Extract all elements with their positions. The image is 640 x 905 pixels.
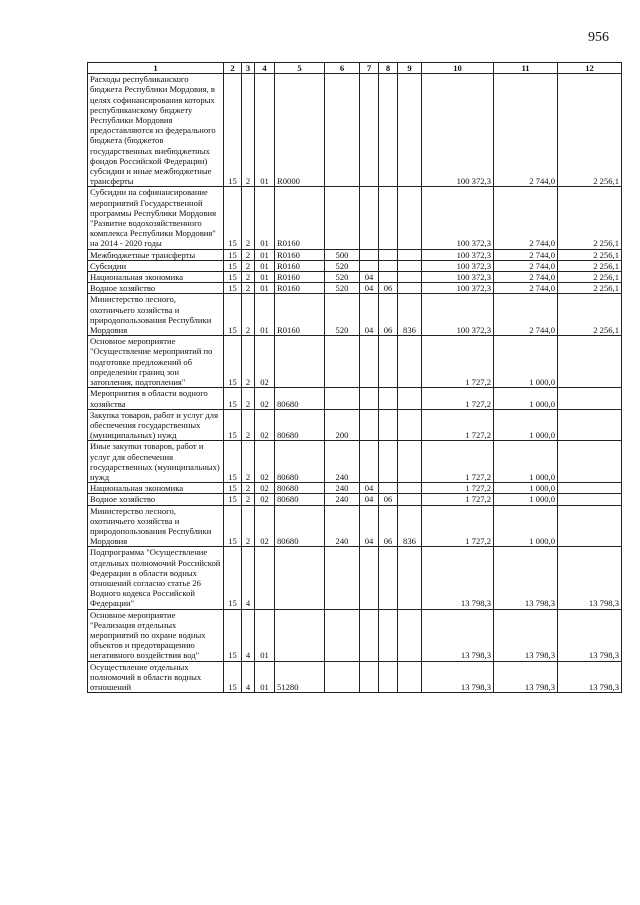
amount-year-3 xyxy=(558,494,622,505)
table-row xyxy=(88,283,622,294)
target-article-code: 80680 xyxy=(275,505,325,547)
expense-type-code xyxy=(325,336,360,388)
row-name: Основное мероприятие "Осуществление мероприятий по подготовке предложений об определении границ зон затопления, подтопления" xyxy=(88,336,224,388)
row-name: Закупка товаров, работ и услуг для обеспечения государственных (муниципальных) нужд xyxy=(88,409,224,441)
chapter-code: 15 xyxy=(224,441,242,483)
amount-year-3: 2 256,1 xyxy=(558,272,622,283)
subdivision-code xyxy=(379,388,398,409)
division-code xyxy=(360,74,379,187)
ministry-code xyxy=(398,483,422,494)
table-row xyxy=(88,74,622,187)
table-row xyxy=(88,272,622,283)
ministry-code xyxy=(398,661,422,693)
row-name: Водное хозяйство xyxy=(88,283,224,294)
amount-year-2: 2 744,0 xyxy=(494,283,558,294)
target-article-code: 80680 xyxy=(275,494,325,505)
expense-type-code: 240 xyxy=(325,505,360,547)
expense-type-code: 240 xyxy=(325,441,360,483)
section-code: 2 xyxy=(242,409,255,441)
table-row xyxy=(88,249,622,260)
ministry-code xyxy=(398,494,422,505)
chapter-code: 15 xyxy=(224,505,242,547)
subdivision-code: 06 xyxy=(379,294,398,336)
chapter-code: 15 xyxy=(224,74,242,187)
table-row xyxy=(88,294,622,336)
column-header-8: 8 xyxy=(379,63,398,74)
ministry-code xyxy=(398,609,422,661)
subsection-code: 01 xyxy=(255,294,275,336)
target-article-code: R0160 xyxy=(275,283,325,294)
table-row xyxy=(88,505,622,547)
expense-type-code xyxy=(325,547,360,609)
row-name: Мероприятия в области водного хозяйства xyxy=(88,388,224,409)
amount-year-3: 2 256,1 xyxy=(558,294,622,336)
table-body xyxy=(88,74,622,693)
amount-year-2: 13 798,3 xyxy=(494,661,558,693)
ministry-code xyxy=(398,547,422,609)
subsection-code: 01 xyxy=(255,249,275,260)
page-number: 956 xyxy=(588,30,609,45)
row-name: Министерство лесного, охотничьего хозяйства и природопользования Республики Мордовия xyxy=(88,294,224,336)
subsection-code: 02 xyxy=(255,388,275,409)
table-row xyxy=(88,388,622,409)
amount-year-3: 2 256,1 xyxy=(558,249,622,260)
amount-year-1: 100 372,3 xyxy=(422,272,494,283)
subdivision-code xyxy=(379,272,398,283)
table-row xyxy=(88,661,622,693)
amount-year-2: 2 744,0 xyxy=(494,187,558,249)
section-code: 2 xyxy=(242,494,255,505)
table-row xyxy=(88,336,622,388)
column-header-3: 3 xyxy=(242,63,255,74)
chapter-code: 15 xyxy=(224,336,242,388)
subsection-code: 01 xyxy=(255,272,275,283)
section-code: 2 xyxy=(242,388,255,409)
amount-year-3: 2 256,1 xyxy=(558,74,622,187)
expense-type-code: 520 xyxy=(325,260,360,271)
amount-year-1: 1 727,2 xyxy=(422,494,494,505)
target-article-code xyxy=(275,547,325,609)
expense-type-code xyxy=(325,74,360,187)
column-header-1: 1 xyxy=(88,63,224,74)
division-code xyxy=(360,336,379,388)
chapter-code: 15 xyxy=(224,547,242,609)
amount-year-3 xyxy=(558,505,622,547)
table-row xyxy=(88,441,622,483)
ministry-code: 836 xyxy=(398,294,422,336)
row-name: Национальная экономика xyxy=(88,483,224,494)
division-code xyxy=(360,409,379,441)
section-code: 2 xyxy=(242,283,255,294)
subdivision-code xyxy=(379,249,398,260)
subsection-code: 02 xyxy=(255,336,275,388)
column-header-5: 5 xyxy=(275,63,325,74)
amount-year-3 xyxy=(558,409,622,441)
subdivision-code xyxy=(379,187,398,249)
chapter-code: 15 xyxy=(224,283,242,294)
target-article-code: R0160 xyxy=(275,294,325,336)
amount-year-1: 1 727,2 xyxy=(422,336,494,388)
section-code: 4 xyxy=(242,661,255,693)
section-code: 4 xyxy=(242,609,255,661)
row-name: Межбюджетные трансферты xyxy=(88,249,224,260)
amount-year-1: 13 798,3 xyxy=(422,547,494,609)
ministry-code xyxy=(398,283,422,294)
expense-type-code xyxy=(325,609,360,661)
amount-year-2: 1 000,0 xyxy=(494,388,558,409)
ministry-code xyxy=(398,74,422,187)
amount-year-2: 1 000,0 xyxy=(494,494,558,505)
amount-year-3 xyxy=(558,388,622,409)
table-row xyxy=(88,547,622,609)
chapter-code: 15 xyxy=(224,260,242,271)
expense-type-code xyxy=(325,388,360,409)
amount-year-3: 2 256,1 xyxy=(558,260,622,271)
amount-year-1: 1 727,2 xyxy=(422,483,494,494)
amount-year-1: 100 372,3 xyxy=(422,187,494,249)
chapter-code: 15 xyxy=(224,409,242,441)
ministry-code xyxy=(398,260,422,271)
section-code: 4 xyxy=(242,547,255,609)
amount-year-2: 13 798,3 xyxy=(494,547,558,609)
expense-type-code: 240 xyxy=(325,494,360,505)
amount-year-3: 13 798,3 xyxy=(558,609,622,661)
amount-year-2: 1 000,0 xyxy=(494,441,558,483)
subsection-code: 01 xyxy=(255,661,275,693)
subsection-code: 01 xyxy=(255,260,275,271)
subdivision-code: 06 xyxy=(379,494,398,505)
division-code xyxy=(360,187,379,249)
section-code: 2 xyxy=(242,187,255,249)
subsection-code: 01 xyxy=(255,609,275,661)
amount-year-1: 100 372,3 xyxy=(422,74,494,187)
amount-year-2: 13 798,3 xyxy=(494,609,558,661)
subdivision-code: 06 xyxy=(379,283,398,294)
section-code: 2 xyxy=(242,260,255,271)
amount-year-1: 13 798,3 xyxy=(422,661,494,693)
target-article-code: R0160 xyxy=(275,187,325,249)
chapter-code: 15 xyxy=(224,388,242,409)
column-header-10: 10 xyxy=(422,63,494,74)
subdivision-code xyxy=(379,609,398,661)
row-name: Основное мероприятие "Реализация отдельных мероприятий по охране водных объектов и предотвращению негативного воздействия вод" xyxy=(88,609,224,661)
chapter-code: 15 xyxy=(224,609,242,661)
subsection-code xyxy=(255,547,275,609)
division-code xyxy=(360,249,379,260)
target-article-code: R0160 xyxy=(275,272,325,283)
subsection-code: 02 xyxy=(255,483,275,494)
subsection-code: 02 xyxy=(255,494,275,505)
subsection-code: 01 xyxy=(255,187,275,249)
chapter-code: 15 xyxy=(224,249,242,260)
table-row xyxy=(88,609,622,661)
ministry-code xyxy=(398,336,422,388)
target-article-code: 80680 xyxy=(275,441,325,483)
target-article-code: 80680 xyxy=(275,388,325,409)
row-name: Национальная экономика xyxy=(88,272,224,283)
column-header-12: 12 xyxy=(558,63,622,74)
section-code: 2 xyxy=(242,249,255,260)
target-article-code: 51280 xyxy=(275,661,325,693)
section-code: 2 xyxy=(242,294,255,336)
column-header-6: 6 xyxy=(325,63,360,74)
amount-year-1: 100 372,3 xyxy=(422,283,494,294)
row-name: Субсидии на софинансирование мероприятий Государственной программы Республики Мордовия "Развитие водохозяйственного комплекса Республики Мордовия" на 2014 - 2020 годы xyxy=(88,187,224,249)
division-code xyxy=(360,388,379,409)
table-row xyxy=(88,187,622,249)
table-row xyxy=(88,409,622,441)
column-header-4: 4 xyxy=(255,63,275,74)
division-code xyxy=(360,547,379,609)
amount-year-2: 1 000,0 xyxy=(494,505,558,547)
row-name: Иные закупки товаров, работ и услуг для обеспечения государственных (муниципальных) нужд xyxy=(88,441,224,483)
division-code: 04 xyxy=(360,283,379,294)
expense-type-code: 520 xyxy=(325,294,360,336)
subsection-code: 02 xyxy=(255,441,275,483)
amount-year-2: 2 744,0 xyxy=(494,74,558,187)
subdivision-code xyxy=(379,661,398,693)
column-header-2: 2 xyxy=(224,63,242,74)
subdivision-code xyxy=(379,409,398,441)
expense-type-code: 520 xyxy=(325,272,360,283)
chapter-code: 15 xyxy=(224,483,242,494)
expense-type-code: 200 xyxy=(325,409,360,441)
subsection-code: 02 xyxy=(255,409,275,441)
amount-year-1: 13 798,3 xyxy=(422,609,494,661)
amount-year-3 xyxy=(558,483,622,494)
division-code: 04 xyxy=(360,294,379,336)
table-row xyxy=(88,494,622,505)
table-row xyxy=(88,483,622,494)
chapter-code: 15 xyxy=(224,294,242,336)
amount-year-3: 13 798,3 xyxy=(558,547,622,609)
section-code: 2 xyxy=(242,483,255,494)
row-name: Субсидии xyxy=(88,260,224,271)
ministry-code: 836 xyxy=(398,505,422,547)
subdivision-code xyxy=(379,260,398,271)
section-code: 2 xyxy=(242,272,255,283)
target-article-code: R0160 xyxy=(275,249,325,260)
amount-year-3 xyxy=(558,336,622,388)
expense-type-code xyxy=(325,187,360,249)
expense-type-code: 240 xyxy=(325,483,360,494)
target-article-code: 80680 xyxy=(275,483,325,494)
subsection-code: 01 xyxy=(255,74,275,187)
ministry-code xyxy=(398,388,422,409)
section-code: 2 xyxy=(242,441,255,483)
amount-year-2: 1 000,0 xyxy=(494,409,558,441)
amount-year-1: 100 372,3 xyxy=(422,294,494,336)
subdivision-code xyxy=(379,441,398,483)
target-article-code xyxy=(275,336,325,388)
subdivision-code xyxy=(379,74,398,187)
subsection-code: 01 xyxy=(255,283,275,294)
column-header-11: 11 xyxy=(494,63,558,74)
division-code xyxy=(360,661,379,693)
amount-year-1: 1 727,2 xyxy=(422,388,494,409)
amount-year-1: 100 372,3 xyxy=(422,249,494,260)
amount-year-1: 100 372,3 xyxy=(422,260,494,271)
column-header-9: 9 xyxy=(398,63,422,74)
amount-year-2: 2 744,0 xyxy=(494,272,558,283)
expense-type-code: 500 xyxy=(325,249,360,260)
budget-table xyxy=(87,62,622,693)
division-code xyxy=(360,260,379,271)
table-row xyxy=(88,260,622,271)
subdivision-code xyxy=(379,483,398,494)
chapter-code: 15 xyxy=(224,187,242,249)
column-header-7: 7 xyxy=(360,63,379,74)
table-header-row xyxy=(88,63,622,74)
amount-year-3: 13 798,3 xyxy=(558,661,622,693)
row-name: Подпрограмма "Осуществление отдельных полномочий Российской Федерации в области водных отношений согласно статье 26 Водного кодекса Российской Федерации" xyxy=(88,547,224,609)
target-article-code: R0160 xyxy=(275,260,325,271)
amount-year-3: 2 256,1 xyxy=(558,283,622,294)
division-code: 04 xyxy=(360,494,379,505)
section-code: 2 xyxy=(242,74,255,187)
amount-year-2: 1 000,0 xyxy=(494,336,558,388)
chapter-code: 15 xyxy=(224,494,242,505)
amount-year-3: 2 256,1 xyxy=(558,187,622,249)
section-code: 2 xyxy=(242,336,255,388)
division-code xyxy=(360,609,379,661)
row-name: Осуществление отдельных полномочий в области водных отношений xyxy=(88,661,224,693)
amount-year-3 xyxy=(558,441,622,483)
row-name: Расходы республиканского бюджета Республики Мордовия, в целях софинансирования которых республиканскому бюджету Республики Мордовия предоставляются из федерального бюджета (бюджетов государственных внебюджетных фондов Российской Федерации) субсидии и иные межбюджетные трансферты xyxy=(88,74,224,187)
division-code xyxy=(360,441,379,483)
section-code: 2 xyxy=(242,505,255,547)
ministry-code xyxy=(398,441,422,483)
subdivision-code xyxy=(379,336,398,388)
subsection-code: 02 xyxy=(255,505,275,547)
chapter-code: 15 xyxy=(224,272,242,283)
ministry-code xyxy=(398,409,422,441)
division-code: 04 xyxy=(360,505,379,547)
amount-year-1: 1 727,2 xyxy=(422,505,494,547)
target-article-code: R0000 xyxy=(275,74,325,187)
target-article-code xyxy=(275,609,325,661)
amount-year-1: 1 727,2 xyxy=(422,441,494,483)
amount-year-1: 1 727,2 xyxy=(422,409,494,441)
subdivision-code: 06 xyxy=(379,505,398,547)
row-name: Водное хозяйство xyxy=(88,494,224,505)
ministry-code xyxy=(398,272,422,283)
expense-type-code: 520 xyxy=(325,283,360,294)
amount-year-2: 1 000,0 xyxy=(494,483,558,494)
target-article-code: 80680 xyxy=(275,409,325,441)
division-code: 04 xyxy=(360,272,379,283)
division-code: 04 xyxy=(360,483,379,494)
subdivision-code xyxy=(379,547,398,609)
row-name: Министерство лесного, охотничьего хозяйства и природопользования Республики Мордовия xyxy=(88,505,224,547)
ministry-code xyxy=(398,249,422,260)
ministry-code xyxy=(398,187,422,249)
amount-year-2: 2 744,0 xyxy=(494,260,558,271)
chapter-code: 15 xyxy=(224,661,242,693)
expense-type-code xyxy=(325,661,360,693)
amount-year-2: 2 744,0 xyxy=(494,249,558,260)
amount-year-2: 2 744,0 xyxy=(494,294,558,336)
